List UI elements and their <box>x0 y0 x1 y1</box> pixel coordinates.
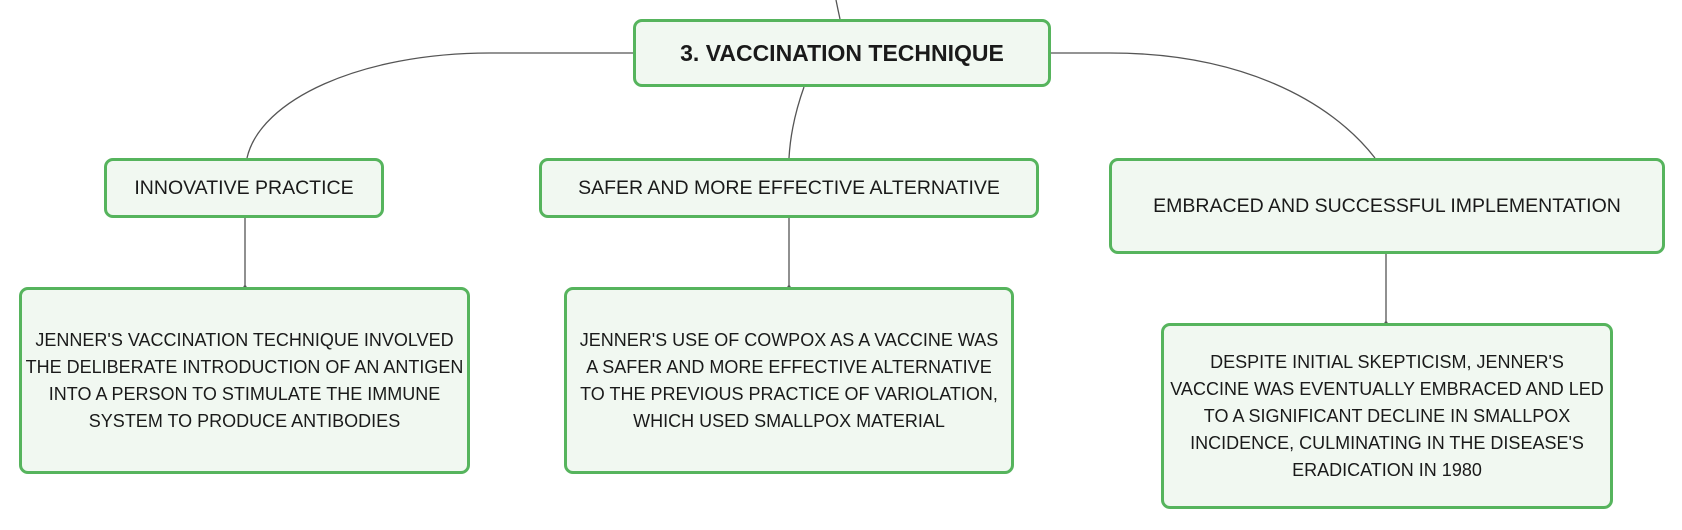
branch-node-label: SAFER AND MORE EFFECTIVE ALTERNATIVE <box>578 176 1000 199</box>
connector-root-branch-3 <box>1051 53 1375 158</box>
leaf-node-text: JENNER'S VACCINATION TECHNIQUE INVOLVED THE DELIBERATE INTRODUCTION OF AN ANTIGEN INTO A PERSON TO STIMULATE THE IMMUNE SYSTEM TO PRODUCE ANTIBODIES <box>25 329 464 431</box>
branch-node-safer-alternative[interactable] <box>539 158 1039 218</box>
branch-node-label: EMBRACED AND SUCCESSFUL IMPLEMENTATION <box>1153 194 1621 217</box>
leaf-node-embraced-implementation-detail[interactable] <box>1161 323 1613 509</box>
branch-node-embraced-implementation[interactable] <box>1109 158 1665 254</box>
leaf-node-innovative-practice-detail[interactable] <box>19 287 470 474</box>
root-node[interactable] <box>633 19 1051 87</box>
leaf-node-text: JENNER'S USE OF COWPOX AS A VACCINE WAS A SAFER AND MORE EFFECTIVE ALTERNATIVE TO THE PREVIOUS PRACTICE OF VARIOLATION, WHICH USED SMALLPOX MATERIAL <box>579 329 999 431</box>
connector-root-branch-2 <box>789 87 804 158</box>
leaf-node-text: DESPITE INITIAL SKEPTICISM, JENNER'S VACCINE WAS EVENTUALLY EMBRACED AND LED TO A SIGNIFICANT DECLINE IN SMALLPOX INCIDENCE, CULMINATING IN THE DISEASE'S ERADICATION IN 1980 <box>1170 351 1604 480</box>
connector-root-branch-1 <box>247 53 633 158</box>
connector-parent-root <box>836 0 840 19</box>
root-node-label: 3. VACCINATION TECHNIQUE <box>680 39 1004 66</box>
branch-node-label: INNOVATIVE PRACTICE <box>134 176 354 199</box>
leaf-node-safer-alternative-detail[interactable] <box>564 287 1014 474</box>
branch-node-innovative-practice[interactable] <box>104 158 384 218</box>
